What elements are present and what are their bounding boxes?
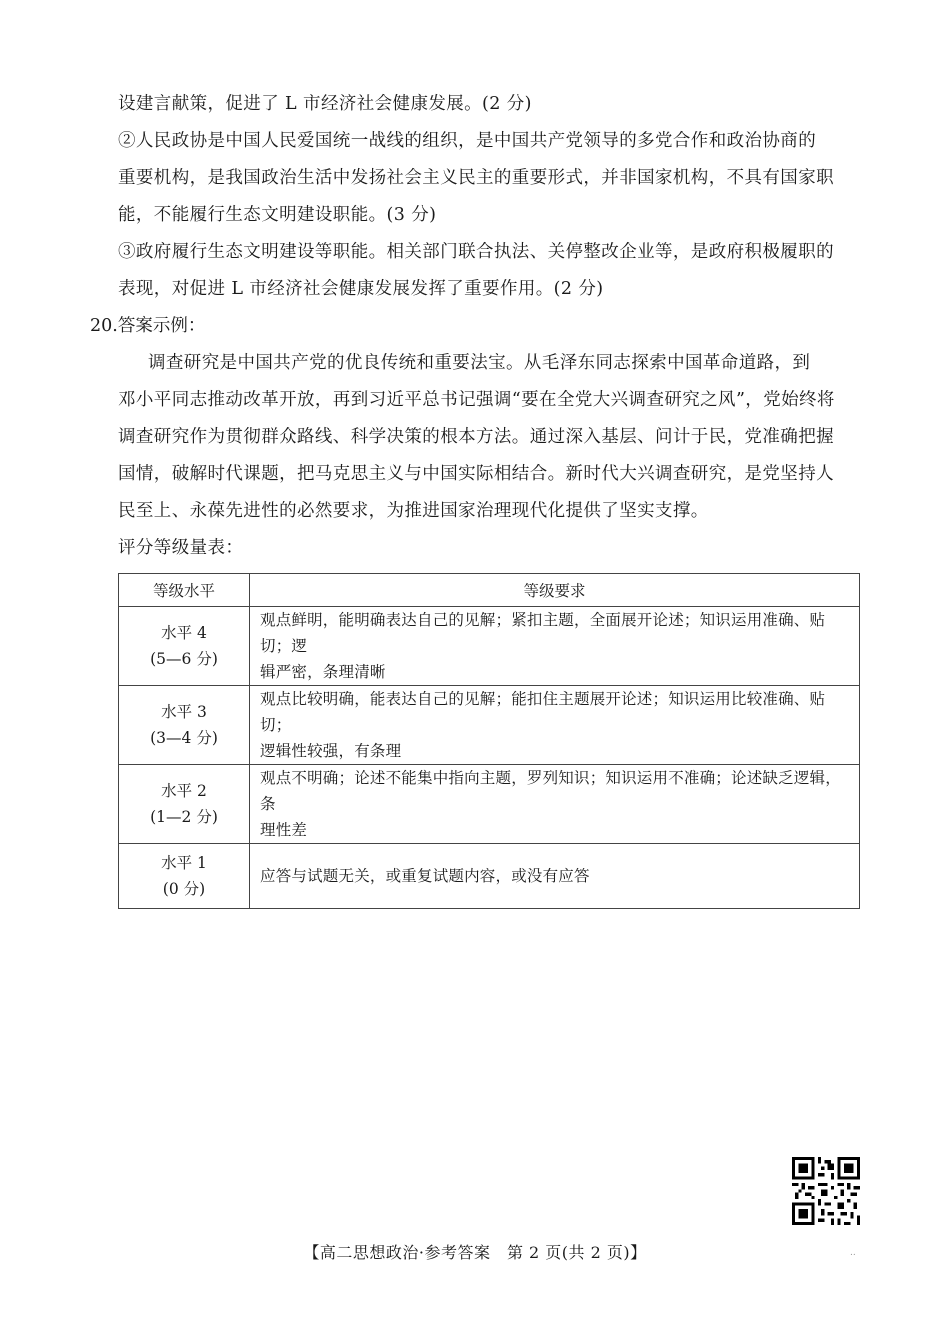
corner-mark: .. xyxy=(850,1248,856,1258)
text-line-5: ③政府履行生态文明建设等职能。相关部门联合执法、关停整改企业等，是政府积极履职的 xyxy=(118,242,834,262)
level-name: 水平 2 xyxy=(161,782,207,800)
requirement-cell xyxy=(250,686,860,765)
level-cell xyxy=(119,607,250,686)
header-level: 等级水平 xyxy=(119,574,250,607)
table-row xyxy=(119,765,860,844)
text-line-3: 重要机构，是我国政治生活中发扬社会主义民主的重要形式，并非国家机构，不具有国家职 xyxy=(118,168,834,188)
table-header-row xyxy=(119,574,860,607)
level-cell xyxy=(119,844,250,909)
level-score: (0 分) xyxy=(162,880,206,898)
level-score: (5—6 分) xyxy=(150,650,218,668)
question-label: 答案示例： xyxy=(117,316,206,336)
scale-title: 评分等级量表： xyxy=(118,538,244,558)
qr-code-icon[interactable] xyxy=(792,1157,860,1225)
level-cell xyxy=(119,686,250,765)
requirement-line: 应答与试题无关，或重复试题内容，或没有应答 xyxy=(260,867,590,885)
answer-line-2: 邓小平同志推动改革开放，再到习近平总书记强调“要在全党大兴调查研究之风”，党始终将 xyxy=(118,390,835,410)
answer-line-5: 民至上、永葆先进性的必然要求，为推进国家治理现代化提供了坚实支撑。 xyxy=(118,501,709,521)
table-row xyxy=(119,686,860,765)
grading-rubric-table xyxy=(118,573,860,909)
text-line-2: ②人民政协是中国人民爱国统一战线的组织，是中国共产党领导的多党合作和政治协商的 xyxy=(118,131,817,151)
table-row xyxy=(119,607,860,686)
answer-line-3: 调查研究作为贯彻群众路线、科学决策的根本方法。通过深入基层、问计于民，党准确把握 xyxy=(118,427,834,447)
requirement-cell xyxy=(250,844,860,909)
requirement-cell xyxy=(250,607,860,686)
level-cell xyxy=(119,765,250,844)
level-score: (1—2 分) xyxy=(150,808,218,826)
level-name: 水平 3 xyxy=(161,703,207,721)
text-line-4: 能，不能履行生态文明建设职能。(3 分) xyxy=(118,205,437,225)
requirement-line: 观点不明确；论述不能集中指向主题，罗列知识；知识运用不准确；论述缺乏逻辑，条 xyxy=(260,769,841,813)
level-name: 水平 4 xyxy=(161,624,207,642)
question-number: 20. xyxy=(90,316,118,336)
requirement-line: 逻辑性较强，有条理 xyxy=(260,742,402,760)
requirement-line: 理性差 xyxy=(260,821,308,839)
header-requirement: 等级要求 xyxy=(250,574,860,607)
text-line-1: 设建言献策，促进了 L 市经济社会健康发展。(2 分) xyxy=(118,94,532,114)
table-row xyxy=(119,844,860,909)
answer-line-1: 调查研究是中国共产党的优良传统和重要法宝。从毛泽东同志探索中国革命道路，到 xyxy=(148,353,811,373)
page-footer: 【高二思想政治·参考答案 第 2 页(共 2 页)】 xyxy=(303,1243,647,1262)
level-score: (3—4 分) xyxy=(150,729,218,747)
requirement-cell xyxy=(250,765,860,844)
requirement-line: 辑严密，条理清晰 xyxy=(260,663,386,681)
question-20-header xyxy=(90,314,205,338)
requirement-line: 观点鲜明，能明确表达自己的见解；紧扣主题，全面展开论述；知识运用准确、贴切；逻 xyxy=(260,611,826,655)
answer-line-4: 国情，破解时代课题，把马克思主义与中国实际相结合。新时代大兴调查研究，是党坚持人 xyxy=(118,464,834,484)
level-name: 水平 1 xyxy=(161,854,207,872)
requirement-line: 观点比较明确，能表达自己的见解；能扣住主题展开论述；知识运用比较准确、贴切； xyxy=(260,690,826,734)
text-line-6: 表现，对促进 L 市经济社会健康发展发挥了重要作用。(2 分) xyxy=(118,279,604,299)
